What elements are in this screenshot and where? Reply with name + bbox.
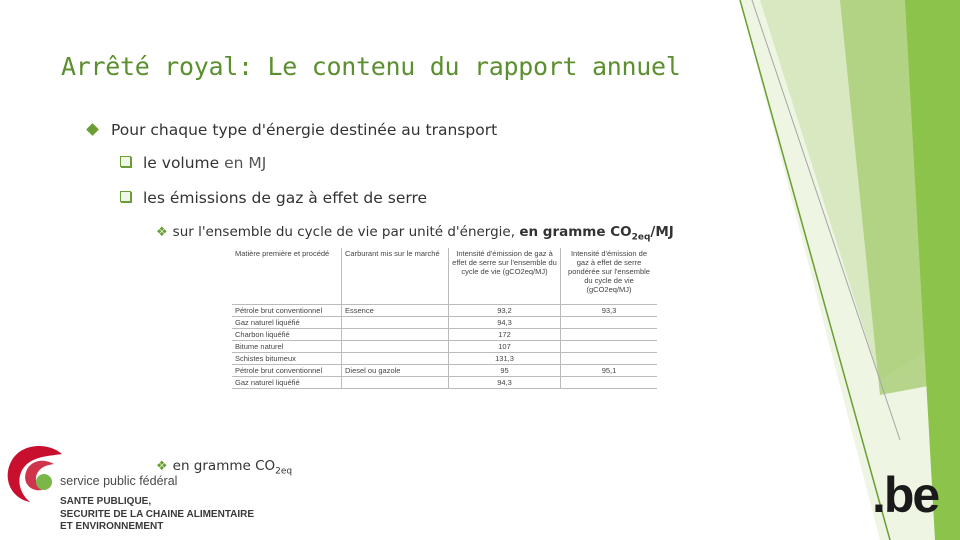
table-cell: 172 [449, 329, 561, 341]
gram-co2-text: en gramme CO [172, 458, 276, 474]
table-header-cell: Intensité d'émission de gaz à effet de serre pondérée sur l'ensemble du cycle de vie (gCO2eq/MJ) [561, 248, 658, 305]
emissions-table [232, 248, 657, 389]
table-cell: Diesel ou gazole [342, 365, 449, 377]
table-cell [342, 377, 449, 389]
bullet-lifecycle [156, 224, 674, 243]
checkbox-bullet-icon [120, 191, 131, 202]
bullet-volume-bold: le volume [143, 154, 220, 172]
table-cell [342, 353, 449, 365]
slide-title: Arrêté royal: Le contenu du rapport annuel [61, 52, 681, 81]
table-cell [561, 341, 658, 353]
table-cell: Pétrole brut conventionnel [232, 305, 342, 317]
table-row [232, 341, 657, 353]
table-cell: Gaz naturel liquéfié [232, 317, 342, 329]
checkbox-bullet-icon [120, 156, 131, 167]
table-cell: 131,3 [449, 353, 561, 365]
table-cell: 94,3 [449, 377, 561, 389]
table-cell: 95 [449, 365, 561, 377]
table-cell: Bitume naturel [232, 341, 342, 353]
table-row [232, 329, 657, 341]
lifecycle-unit: en gramme $CO_{2eq}/MJ$ [519, 224, 674, 243]
table-row [232, 365, 657, 377]
star-bullet-icon: ❖ [156, 459, 168, 474]
diamond-bullet-icon [86, 123, 99, 136]
table-cell: Schistes bitumeux [232, 353, 342, 365]
embedded-table-image [232, 248, 662, 424]
table-cell: 95,1 [561, 365, 658, 377]
org-name: service public fédéral [60, 474, 178, 488]
table-cell [561, 317, 658, 329]
star-bullet-icon: ❖ [156, 225, 168, 240]
table-cell: 94,3 [449, 317, 561, 329]
table-header-cell: Intensité d'émission de gaz à effet de serre sur l'ensemble du cycle de vie (gCO2eq/MJ) [449, 248, 561, 305]
table-header-cell: Carburant mis sur le marché [342, 248, 449, 305]
table-row [232, 377, 657, 389]
table-cell [342, 317, 449, 329]
bullet-volume [120, 154, 266, 172]
table-cell [342, 341, 449, 353]
table-row [232, 317, 657, 329]
table-cell: Pétrole brut conventionnel [232, 365, 342, 377]
bullet-volume-unit: en MJ [219, 154, 267, 172]
table-cell: Charbon liquéfié [232, 329, 342, 341]
table-cell [561, 377, 658, 389]
table-cell [561, 329, 658, 341]
be-logo: .be [872, 467, 939, 523]
bullet-gram-co2: ❖ en gramme $CO_{2eq}$ [156, 458, 293, 477]
table-row [232, 353, 657, 365]
table-cell [342, 329, 449, 341]
table-cell: 93,2 [449, 305, 561, 317]
table-header-cell: Matière première et procédé [232, 248, 342, 305]
table-header-row [232, 248, 657, 305]
table-cell: Gaz naturel liquéfié [232, 377, 342, 389]
table-cell: 93,3 [561, 305, 658, 317]
bullet-text: Pour chaque type d'énergie destinée au transport [111, 121, 498, 139]
bullet-emissions-text: les émissions de gaz à effet de serre [143, 189, 428, 207]
bullet-level-1 [88, 121, 497, 139]
lifecycle-text: sur l'ensemble du cycle de vie par unité d'énergie, [172, 224, 520, 240]
bullet-emissions [120, 189, 427, 207]
department-name: SANTE PUBLIQUE, SECURITE DE LA CHAINE ALIMENTAIRE ET ENVIRONNEMENT [60, 496, 255, 532]
table-cell [561, 353, 658, 365]
table-cell: Essence [342, 305, 449, 317]
table-cell: 107 [449, 341, 561, 353]
table-row [232, 305, 657, 317]
